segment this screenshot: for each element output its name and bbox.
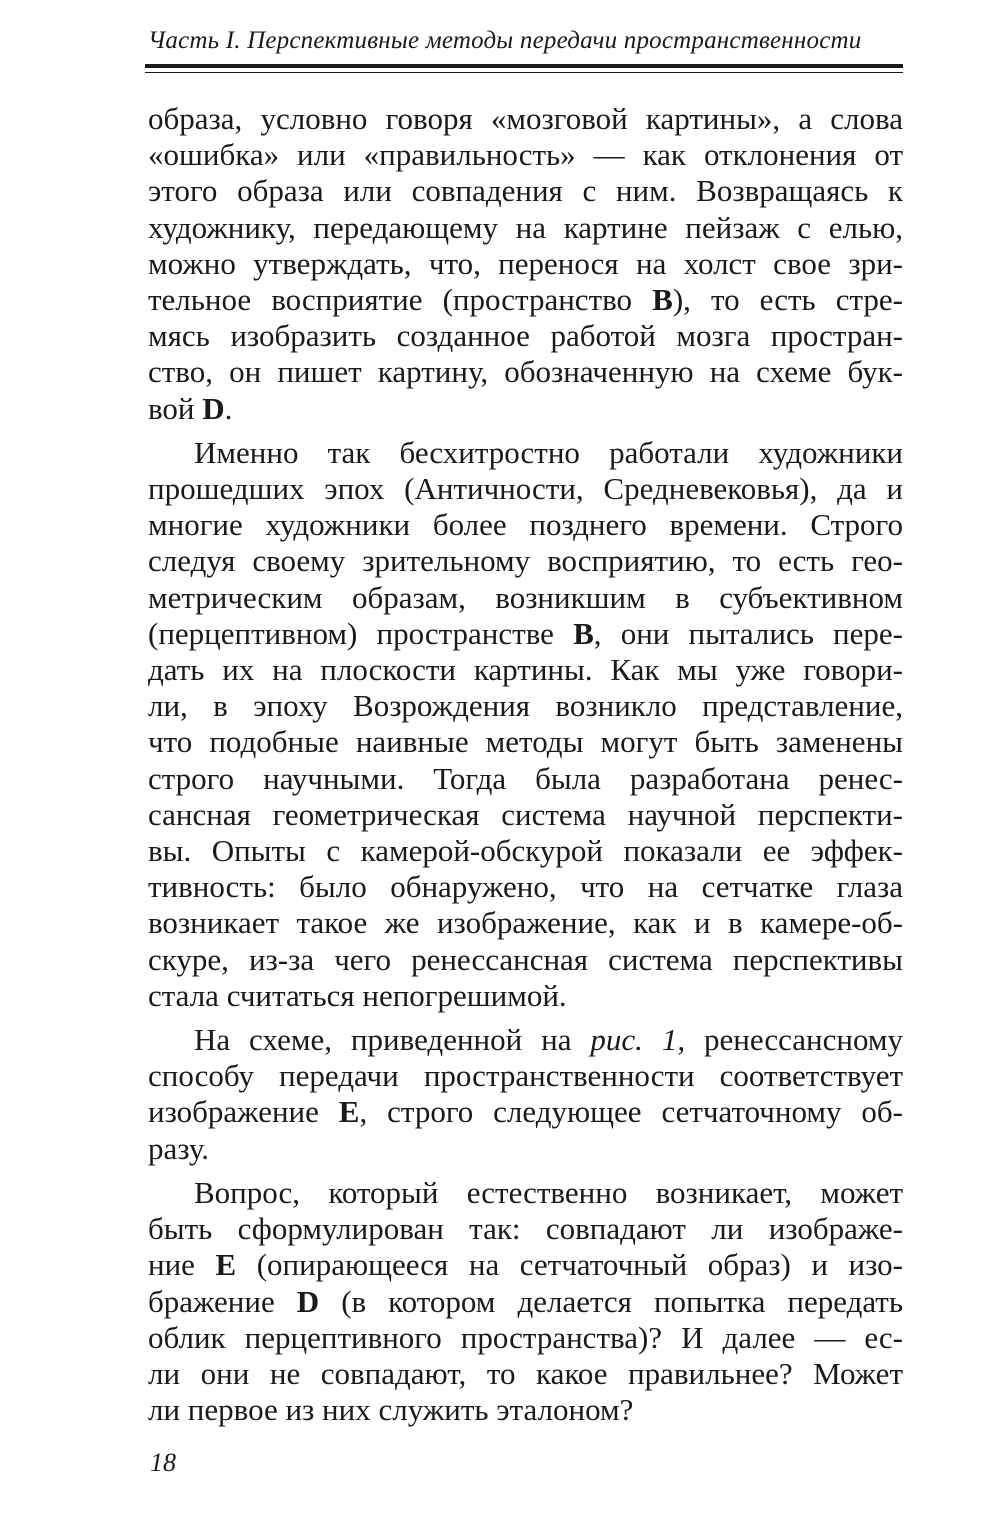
running-head: Часть I. Перспективные методы передачи пространственности	[148, 27, 862, 54]
paragraph-3	[148, 1022, 903, 1167]
text-line: образа, условно говоря «мозговой картины», а слова	[148, 101, 903, 136]
bold-letter: B	[652, 282, 673, 318]
text-line: (перцептивном) пространстве B, они пытались пере-	[148, 615, 903, 651]
text-line: метрическим образам, возникшим в субъективном	[148, 579, 903, 615]
text-line: бражение D (в котором делается попытка передать	[148, 1283, 903, 1319]
text-line: ли первое из них служить эталоном?	[148, 1392, 634, 1428]
text-line: скуре, из-за чего ренессансная система перспективы	[148, 941, 903, 977]
page-number: 18	[150, 1448, 176, 1477]
text-line: можно утверждать, что, перенося на холст свое зри-	[148, 245, 903, 281]
text-line: что подобные наивные методы могут быть заменены	[148, 724, 903, 760]
text-line: возникает такое же изображение, как и в камере-об-	[148, 905, 903, 941]
text-line: тельное восприятие (пространство B), то есть стре-	[148, 282, 903, 318]
figure-reference: рис. 1,	[590, 1022, 686, 1058]
text-line: быть сформулирован так: совпадают ли изображе-	[148, 1211, 903, 1247]
bold-letter: B	[573, 615, 594, 651]
bold-letter: D	[296, 1283, 320, 1319]
text-line: следуя своему зрительному восприятию, то есть гео-	[148, 543, 903, 579]
text-line: способу передачи пространственности соответствует	[148, 1058, 903, 1094]
bold-letter: E	[215, 1247, 237, 1283]
text-line: разу.	[148, 1130, 210, 1166]
paragraph-2	[148, 435, 903, 1014]
text-line: ство, он пишет картину, обозначенную на схеме бук-	[148, 354, 903, 390]
text-line: строго научными. Тогда была разработана ренес-	[148, 760, 903, 796]
text-line: ли, в эпоху Возрождения возникло представление,	[148, 688, 903, 724]
text-line: мясь изобразить созданное работой мозга простран-	[148, 318, 903, 354]
text-line: «ошибка» или «правильность» — как отклонения от	[148, 137, 903, 173]
text-line: изображение E, строго следующее сетчаточному об-	[148, 1094, 903, 1130]
text-line: вой D.	[148, 390, 233, 426]
body-text	[148, 101, 903, 1436]
text-line: вы. Опыты с камерой-обскурой показали ее эффек-	[148, 833, 903, 869]
header-rule-thick	[145, 64, 903, 68]
text-line: На схеме, приведенной на рис. 1, ренессансному	[194, 1022, 903, 1058]
text-line: этого образа или совпадения с ним. Возвращаясь к	[148, 173, 903, 209]
text-line: ли они не совпадают, то какое правильнее? Может	[148, 1355, 903, 1391]
text-line: стала считаться непогрешимой.	[148, 977, 567, 1013]
paragraph-4	[148, 1175, 903, 1428]
bold-letter: E	[338, 1094, 360, 1130]
text-line: облик перцептивного пространства)? И далее — ес-	[148, 1319, 903, 1355]
paragraph-1	[148, 101, 903, 427]
text-line: Вопрос, который естественно возникает, может	[194, 1174, 903, 1210]
text-line: многие художники более позднего времени. Строго	[148, 507, 903, 543]
text-line: прошедших эпох (Античности, Средневековья), да и	[148, 471, 903, 507]
bold-letter: D	[202, 390, 225, 426]
text-line: дать их на плоскости картины. Как мы уже говори-	[148, 652, 903, 688]
text-line: ние E (опирающееся на сетчаточный образ) и изо-	[148, 1247, 903, 1283]
text-line: тивность: было обнаружено, что на сетчатке глаза	[148, 869, 903, 905]
text-line: сансная геометрическая система научной перспекти-	[148, 796, 903, 832]
text-line: художнику, передающему на картине пейзаж с елью,	[148, 209, 903, 245]
header-rule-thin	[145, 72, 903, 73]
text-line: Именно так бесхитростно работали художники	[194, 434, 903, 470]
